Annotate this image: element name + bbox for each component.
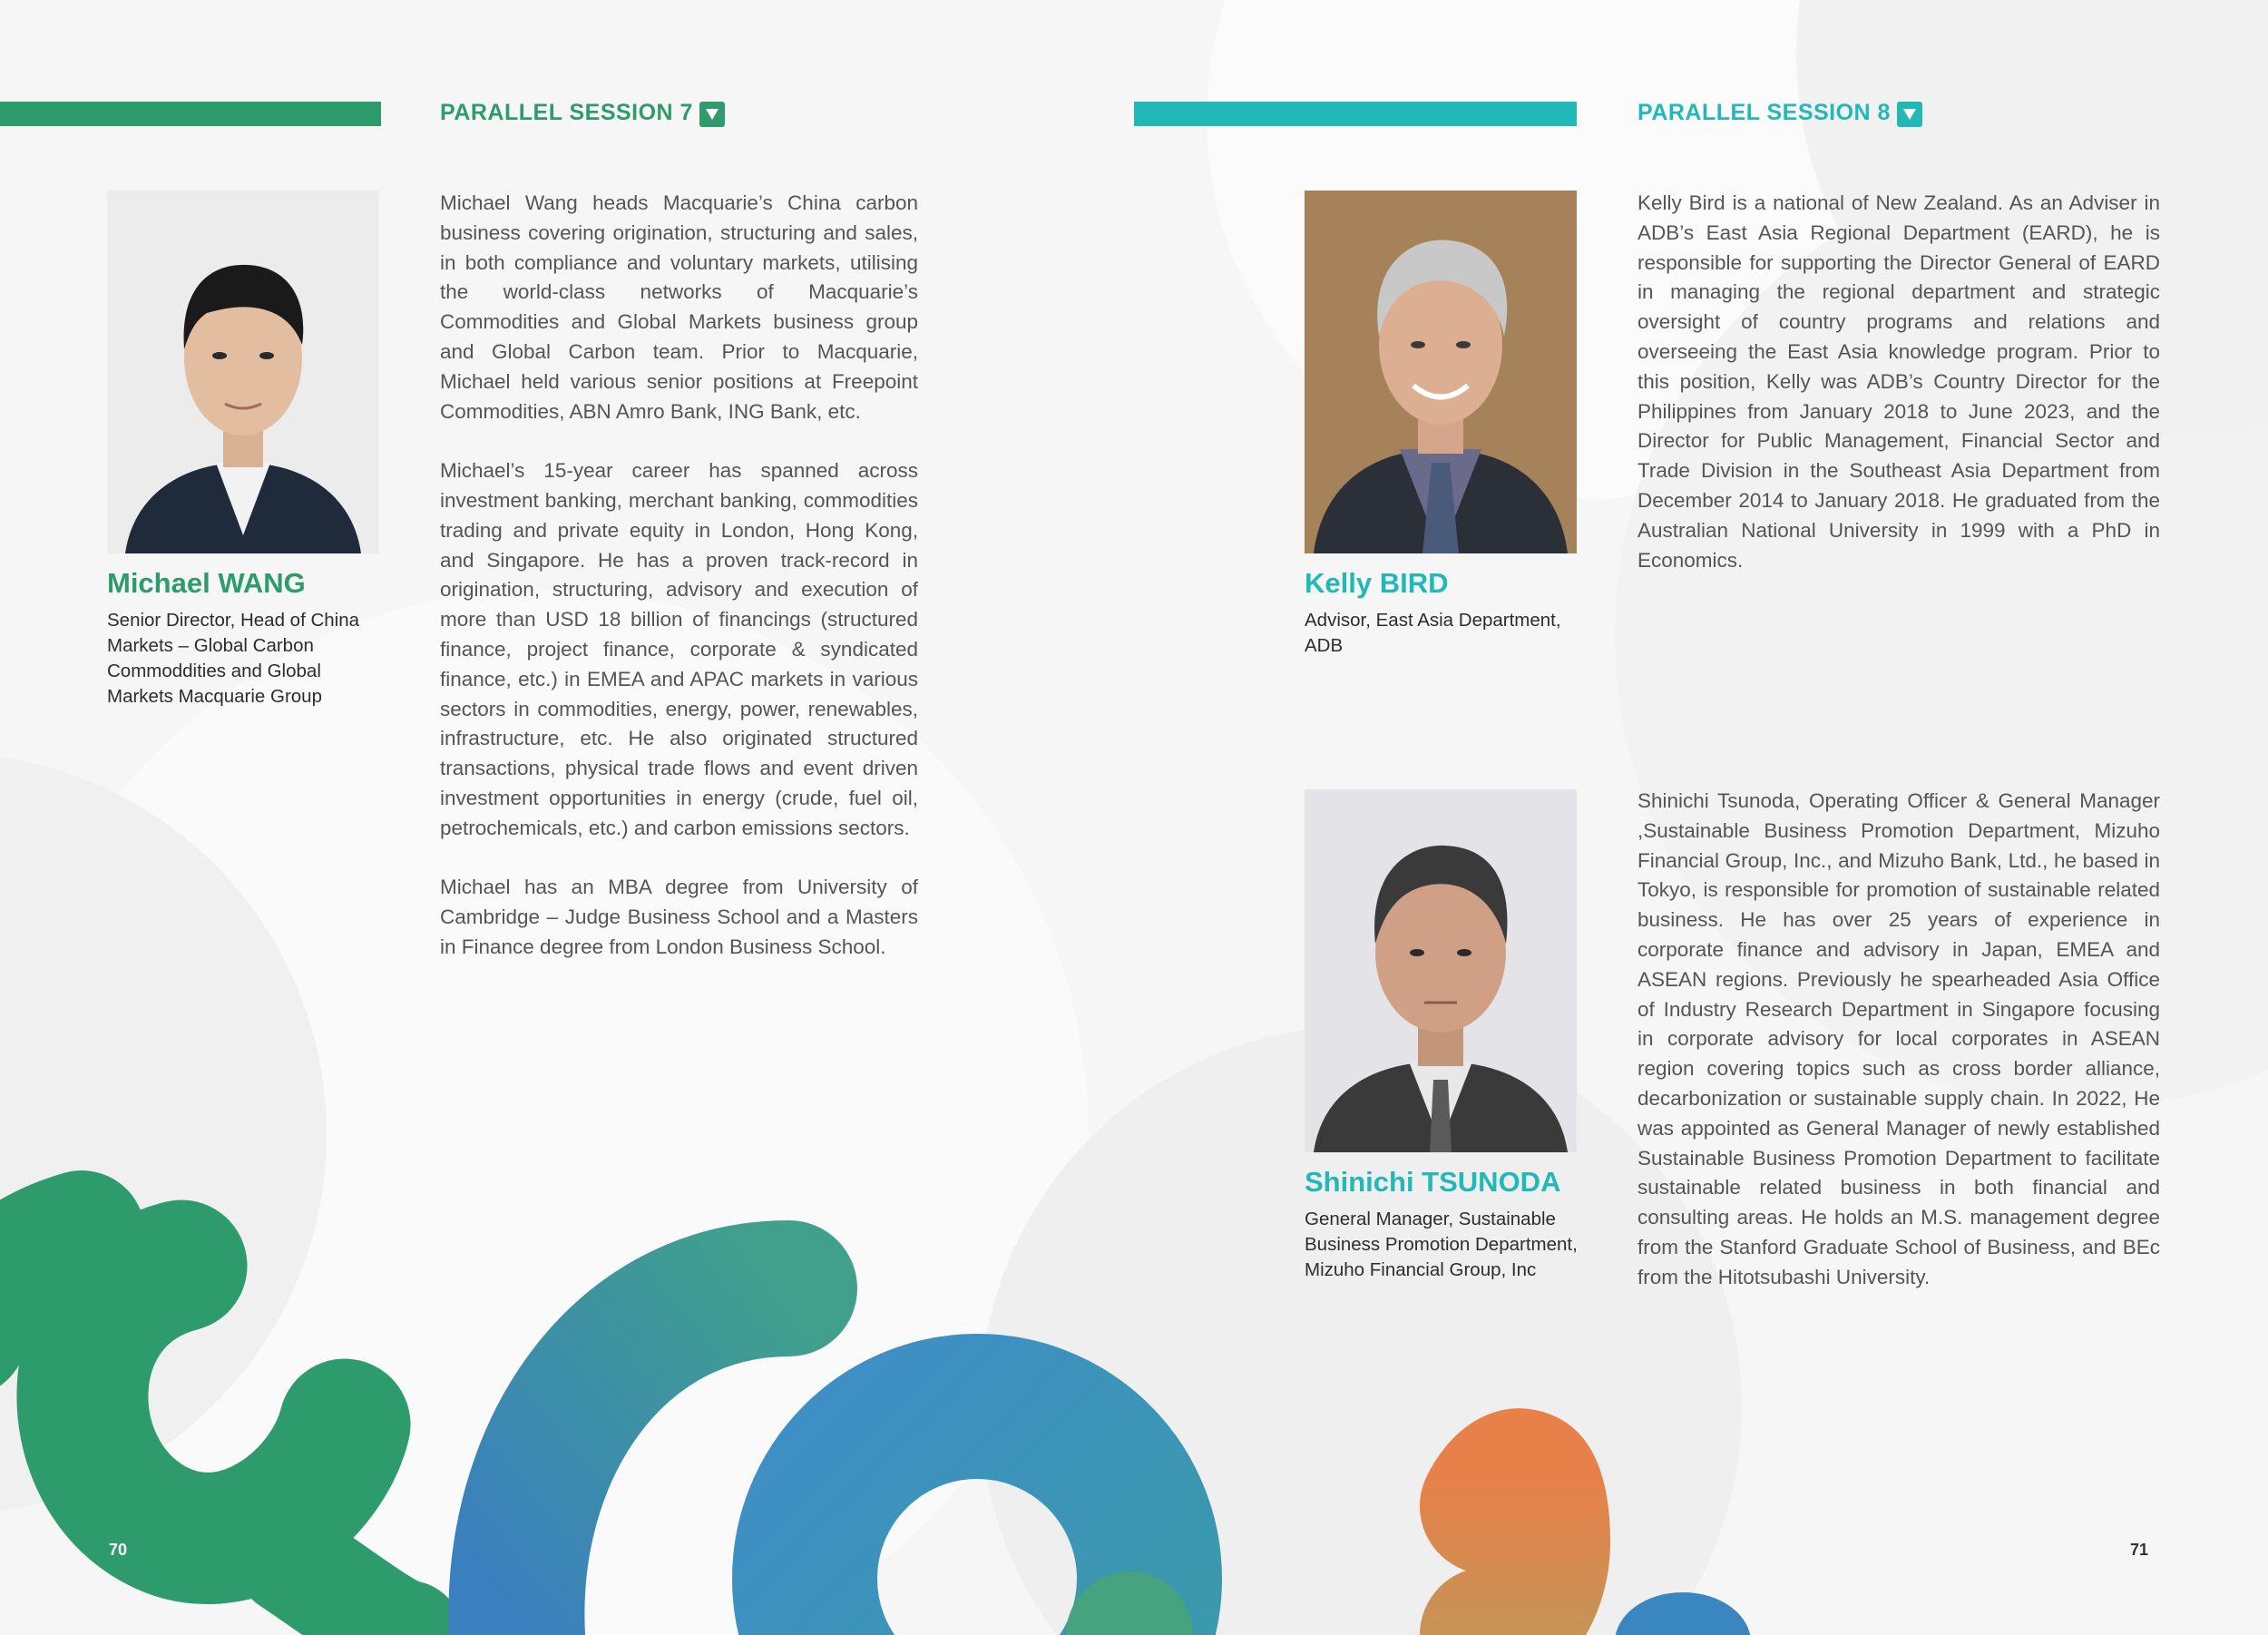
- session-title-right: PARALLEL SESSION 8: [1637, 100, 1891, 125]
- speaker-photo-bird: [1305, 191, 1577, 553]
- speaker-role-bird: Advisor, East Asia Department, ADB: [1305, 610, 1561, 656]
- bio-paragraph: Michael has an MBA degree from University of Cambridge – Judge Business School and a Masters in Finance degree from London Business School.: [440, 876, 918, 958]
- speaker-role-wang: Senior Director, Head of China Markets – Global Carbon Commoddities and Global Markets Macquarie Group: [107, 610, 360, 707]
- section-bar-left: [0, 102, 381, 126]
- bio-paragraph: Shinichi Tsunoda, Operating Officer & General Manager ,Sustainable Business Promotion Department, Mizuho Financial Group, Inc., and Mizuho Bank, Ltd., he based in Tokyo, is responsible for promotion of sustainable related business. He has over 25 years of experience in corporate finance and advisory in Japan, EMEA and ASEAN regions. Previously he spearheaded Asia Office of Industry Research Department in Singapore focusing in corporate advisory for local corporates in ASEAN region covering topics such as cross border alliance, decarbonization or sustainable supply chain. In 2022, He was appointed as General Manager of newly established Sustainable Business Promotion Department to facilitate sustainable related business in both financial and consulting areas. He holds an M.S. management degree from the Stanford Graduate School of Business, and BEc from the Hitotsubashi University.: [1637, 789, 2160, 1288]
- bio-paragraph: Kelly Bird is a national of New Zealand. As an Adviser in ADB’s East Asia Regional Department (EARD), he is responsible for supporting the Director General of EARD in managing the regional department and strategic oversight of country programs and relations and overseeing the East Asia knowledge program. Prior to this position, Kelly was ADB’s Country Director for the Philippines from January 2018 to June 2023, and the Director for Public Management, Financial Sector and Trade Division in the Southeast Asia Department from December 2014 to January 2018. He graduated from the Australian National University in 1999 with a PhD in Economics.: [1637, 191, 2160, 572]
- bio-paragraph: Michael’s 15-year career has spanned across investment banking, merchant banking, commodities trading and private equity in London, Hong Kong, and Singapore. He has a proven track-record in origination, structuring, advisory and execution of more than USD 18 billion of financings (structured finance, project finance, corporate & syndicated finance, etc.) in EMEA and APAC markets in various sectors in commodities, energy, power, renewables, infrastructure, etc. He also originated structured transactions, physical trade flows and event driven investment opportunities in energy (crude, fuel oil, petrochemicals, etc.) and carbon emissions sectors.: [440, 459, 918, 839]
- speaker-bio-bird: [1637, 189, 2160, 605]
- speaker-bio-wang: [440, 189, 918, 993]
- speaker-name-tsunoda: Shinichi TSUNODA: [1305, 1166, 1561, 1198]
- page-number-right: 71: [2130, 1541, 2149, 1559]
- section-bar-right: [1134, 102, 1577, 126]
- speaker-bio-tsunoda: [1637, 787, 2160, 1322]
- speaker-name-bird: Kelly BIRD: [1305, 567, 1449, 599]
- speaker-role-tsunoda: General Manager, Sustainable Business Promotion Department, Mizuho Financial Group, Inc: [1305, 1209, 1578, 1280]
- triangle-down-icon: [699, 102, 725, 127]
- speaker-photo-tsunoda: [1305, 789, 1577, 1152]
- speaker-photo-wang: [107, 191, 379, 553]
- triangle-down-icon: [1897, 102, 1922, 127]
- page-number-left: 70: [109, 1541, 128, 1559]
- speaker-name-wang: Michael WANG: [107, 567, 306, 599]
- bio-paragraph: Michael Wang heads Macquarie’s China carbon business covering origination, structuring and sales, in both compliance and voluntary markets, utilising the world-class networks of Macquarie’s Commodities and Global Markets business group and Global Carbon team. Prior to Macquarie, Michael held various senior positions at Freepoint Commodities, ABN Amro Bank, ING Bank, etc.: [440, 191, 918, 423]
- session-title-left: PARALLEL SESSION 7: [440, 100, 693, 125]
